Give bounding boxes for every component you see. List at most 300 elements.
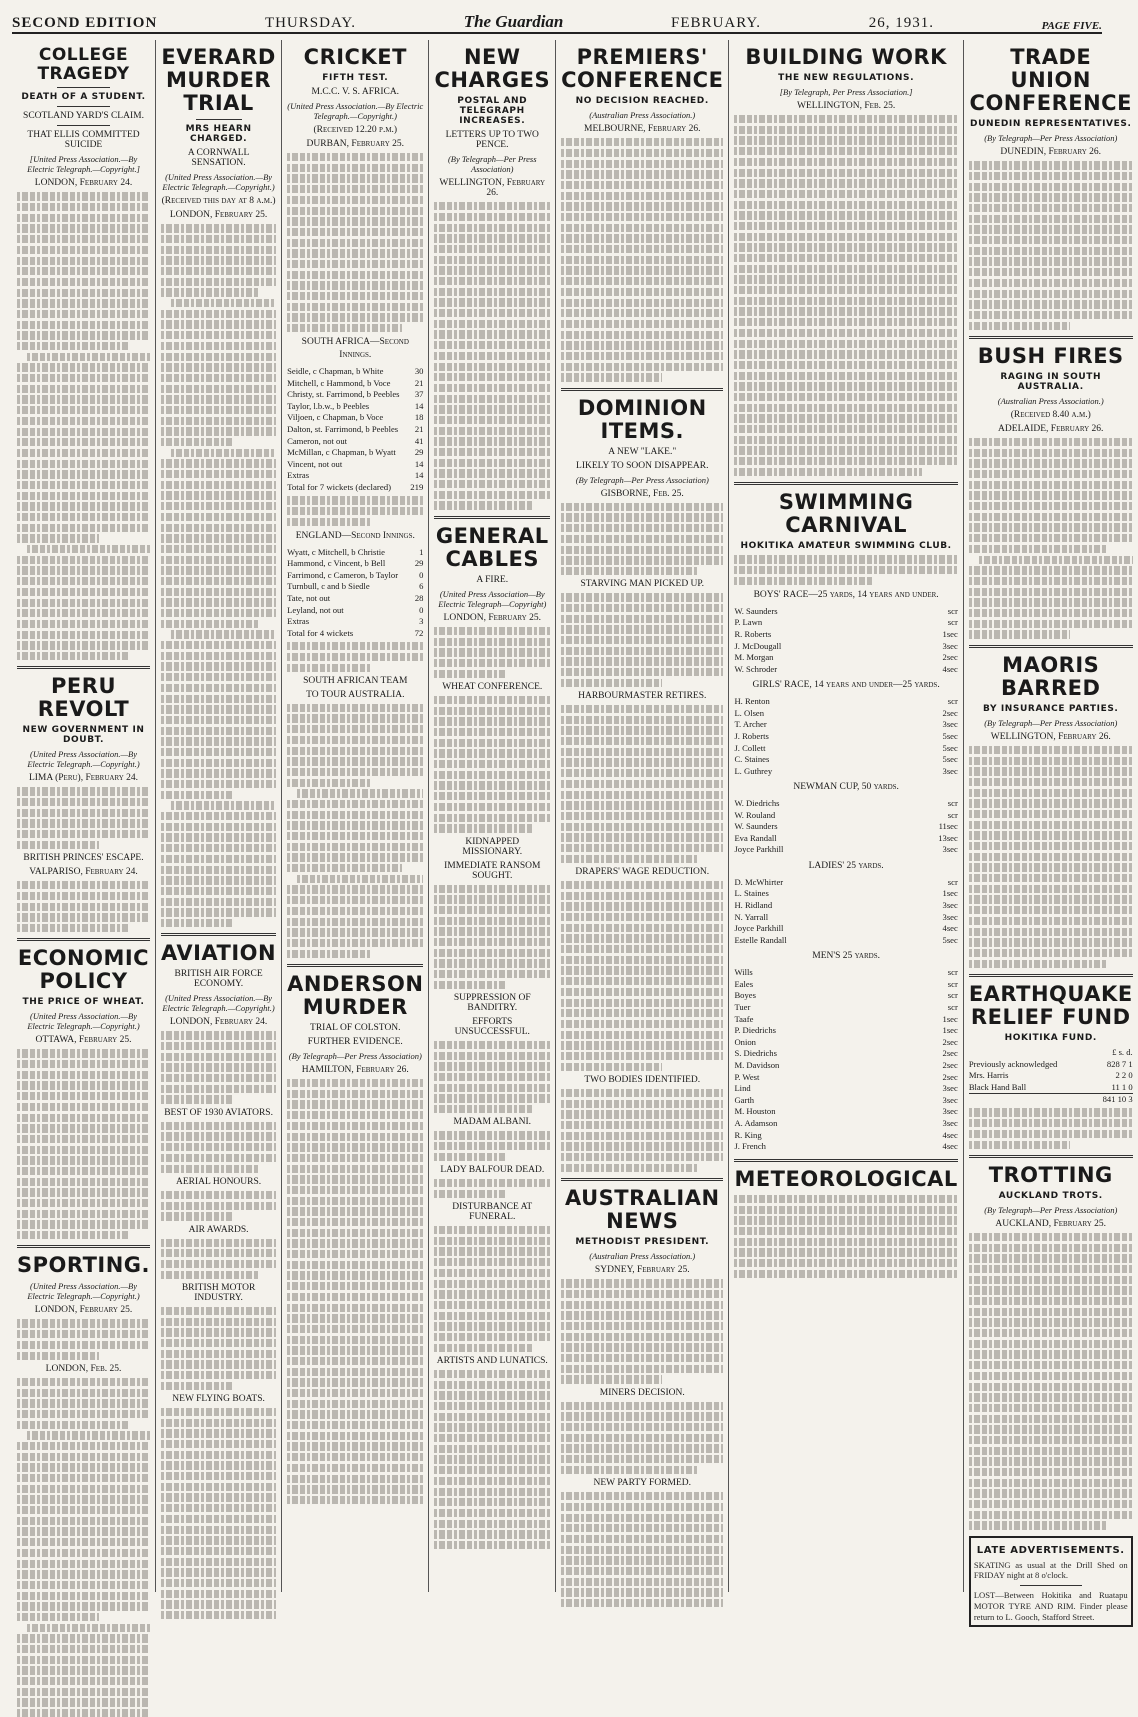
row-value: 3sec <box>942 719 958 730</box>
article-body <box>561 1279 723 1383</box>
headline: AVIATION <box>161 941 277 966</box>
subheadline: BY INSURANCE PARTIES. <box>983 703 1119 714</box>
row-label: Lind <box>734 1083 751 1094</box>
batsman-row <box>287 570 423 582</box>
row-value: 3sec <box>942 1117 958 1128</box>
kicker: NEW FLYING BOATS. <box>172 1393 265 1404</box>
batsman-row <box>287 366 423 378</box>
article-body <box>561 881 723 1071</box>
article-earthquake-relief-fund <box>969 983 1133 1149</box>
article-anderson-murder <box>287 973 423 1504</box>
article-body <box>734 1195 957 1278</box>
kicker: SCOTLAND YARD'S CLAIM. <box>23 111 144 122</box>
race-heading: NEWMAN CUP, 50 yards. <box>793 782 899 793</box>
article-new-charges <box>434 46 550 510</box>
article-aviation <box>161 942 276 1619</box>
swimmer-row <box>734 877 957 889</box>
article-body <box>434 885 550 989</box>
row-value: 29 <box>414 558 424 569</box>
headline: EARTHQUAKE RELIEF FUND <box>968 981 1133 1029</box>
credit-line: (United Press Association.—By Electric Telegraph.—Copyright.) <box>27 1281 140 1302</box>
row-value: scr <box>947 809 958 820</box>
subheadline: HOKITIKA AMATEUR SWIMMING CLUB. <box>740 541 952 552</box>
article-body <box>161 1031 276 1103</box>
batsman-row <box>287 547 423 559</box>
scorecard-south-africa <box>287 336 423 493</box>
swimmer-row <box>734 798 957 810</box>
swimmer-row <box>734 743 957 755</box>
advert: LOST—Between Hokitika and Ruatapu MOTOR TYRE AND RIM. Finder please return to L. Gooch, Stafford Street. <box>973 1590 1128 1622</box>
swimmer-row <box>734 696 957 708</box>
kicker: LIKELY TO SOON DISAPPEAR. <box>576 460 709 471</box>
subheadline: POSTAL AND TELEGRAPH INCREASES. <box>457 96 528 127</box>
row-label: Wills <box>734 967 753 978</box>
swimmer-row <box>734 967 957 979</box>
row-value: 4sec <box>942 1141 958 1152</box>
row-label: W. Saunders <box>734 821 778 832</box>
credit-line: (United Press Association—By Electric Telegraph—Copyright) <box>438 588 547 609</box>
subheadline: HOKITIKA FUND. <box>1004 1033 1097 1044</box>
swimmer-row <box>734 1118 957 1130</box>
row-label: Black Hand Ball <box>968 1081 1027 1092</box>
row-value: 13sec <box>938 832 958 843</box>
subheadline: METHODIST PRESIDENT. <box>575 1237 710 1248</box>
headline: BUILDING WORK <box>745 45 947 69</box>
kicker: BRITISH AIR FORCE ECONOMY. <box>174 969 263 990</box>
swimmer-row <box>734 844 957 856</box>
column-6 <box>729 40 963 1592</box>
article-body <box>17 1378 150 1717</box>
row-label: Extras <box>287 470 310 481</box>
row-value: 21 <box>414 377 424 388</box>
page-number: PAGE FIVE. <box>1041 20 1102 32</box>
column-1 <box>12 40 156 1592</box>
row-value: 828 7 1 <box>1106 1058 1133 1069</box>
subheadline: RAGING IN SOUTH AUSTRALIA. <box>1000 371 1102 392</box>
row-value: 3sec <box>942 765 958 776</box>
late-advertisements <box>969 1536 1133 1628</box>
swimmer-row <box>734 1048 957 1060</box>
headline: TROTTING <box>988 1162 1113 1187</box>
row-value: 4sec <box>942 923 958 934</box>
swimmer-row <box>734 1141 957 1153</box>
row-label: Farrimond, c Cameron, b Taylor <box>287 569 399 580</box>
article-body <box>161 1307 276 1390</box>
article-sporting <box>17 1254 150 1717</box>
row-value: 2sec <box>942 1060 958 1070</box>
received-time: (Received this day at 8 a.m.) <box>161 196 276 207</box>
row-label: Taafe <box>734 1013 754 1024</box>
swimmer-row <box>734 1060 957 1072</box>
dateline: VALPARISO, February 24. <box>29 867 138 878</box>
late-ads-heading: LATE ADVERTISEMENTS. <box>976 1544 1125 1556</box>
row-label: A. Adamson <box>734 1117 778 1128</box>
row-value: 2 2 0 <box>1115 1070 1133 1081</box>
newspaper-title: The Guardian <box>463 12 564 31</box>
dateline: OTTAWA, February 25. <box>35 1035 132 1046</box>
row-value: 2sec <box>942 1071 958 1082</box>
batsman-row <box>287 389 423 401</box>
row-value: 4sec <box>942 663 958 674</box>
row-value: 2sec <box>942 1048 958 1059</box>
article-body <box>434 1041 550 1113</box>
received-time: (Received 8.40 a.m.) <box>1010 409 1091 420</box>
batsman-row <box>287 378 423 390</box>
subheadline: FIFTH TEST. <box>322 73 389 84</box>
article-bush-fires <box>969 345 1133 639</box>
row-label: L. Olsen <box>734 707 765 718</box>
row-label: Dalton, st. Farrimond, b Peebles <box>287 423 399 434</box>
swimmer-row <box>734 979 957 991</box>
row-label: W. Diedrichs <box>734 798 780 809</box>
row-label: J. Collett <box>734 742 766 753</box>
swimmer-row <box>734 821 957 833</box>
article-body <box>434 1131 550 1161</box>
row-value: 41 <box>414 435 424 446</box>
row-label: Leyland, not out <box>287 604 344 615</box>
row-value: 1 <box>419 546 424 557</box>
article-body <box>434 627 550 678</box>
article-dominion-items <box>561 397 723 1172</box>
race-heading: MEN'S 25 yards. <box>812 951 880 962</box>
row-value: scr <box>947 617 958 628</box>
row-value: scr <box>947 798 958 809</box>
batsman-row <box>287 581 423 593</box>
column-7 <box>964 40 1138 1622</box>
kicker: A NEW "LAKE." <box>608 446 677 457</box>
row-label: Estelle Randall <box>734 934 787 945</box>
article-body <box>434 1179 550 1198</box>
row-value: 3sec <box>942 1094 958 1105</box>
row-label: Joyce Parkhill <box>734 844 784 855</box>
article-body <box>561 705 723 863</box>
batsman-row <box>287 412 423 424</box>
row-label: S. Diedrichs <box>734 1048 777 1059</box>
row-value: 1sec <box>942 888 958 899</box>
batsman-row <box>287 401 423 413</box>
masthead-month: FEBRUARY. <box>671 15 762 31</box>
article-body <box>287 704 423 958</box>
fund-row <box>969 1059 1133 1071</box>
row-label: Mitchell, c Hammond, b Voce <box>287 377 391 388</box>
article-body <box>161 1239 276 1279</box>
batsman-row <box>287 470 423 482</box>
row-label: Viljoen, c Chapman, b Voce <box>287 412 384 423</box>
kicker: WHEAT CONFERENCE. <box>442 681 543 692</box>
kicker: A FIRE. <box>476 574 509 585</box>
article-body <box>734 555 957 585</box>
kicker: DISTURBANCE AT FUNERAL. <box>452 1202 533 1223</box>
swimmer-row <box>734 833 957 845</box>
credit-line: (By Telegraph—Per Press Association) <box>447 154 537 175</box>
row-value: scr <box>947 876 958 887</box>
row-label: P. Diedrichs <box>734 1025 776 1036</box>
swimmer-row <box>734 810 957 822</box>
swimmer-row <box>734 708 957 720</box>
row-value: 21 <box>414 423 424 434</box>
article-college-tragedy <box>17 46 150 660</box>
row-label: W. Saunders <box>734 605 778 616</box>
row-label: Garth <box>734 1094 755 1105</box>
row-value: 3sec <box>942 911 958 922</box>
article-body <box>969 161 1133 330</box>
row-value: 11 1 0 <box>1111 1081 1133 1092</box>
headline: METEOROLOGICAL <box>734 1166 958 1191</box>
row-label: P. West <box>734 1071 760 1082</box>
row-value: scr <box>947 978 958 989</box>
row-label: R. Roberts <box>734 628 772 639</box>
row-value: 28 <box>414 593 424 604</box>
swimmer-row <box>734 606 957 618</box>
headline: SWIMMING CARNIVAL <box>778 490 914 538</box>
row-label: N. Yarrall <box>734 911 769 922</box>
row-value: 2sec <box>942 707 958 718</box>
credit-line: (Australian Press Association.) <box>589 1251 696 1262</box>
article-body <box>17 881 150 932</box>
row-value: scr <box>947 696 958 707</box>
kicker: EFFORTS UNSUCCESSFUL. <box>454 1017 530 1037</box>
row-label: Cameron, not out <box>287 435 348 446</box>
row-label: C. Staines <box>734 754 770 765</box>
row-value: 0 <box>419 604 424 615</box>
credit-line: (By Telegraph—Per Press Association) <box>288 1051 422 1062</box>
subheadline: MRS HEARN CHARGED. <box>185 124 252 145</box>
kicker: AIR AWARDS. <box>188 1224 249 1235</box>
row-label: Previously acknowledged <box>968 1058 1058 1069</box>
kicker: LADY BALFOUR DEAD. <box>440 1165 545 1176</box>
innings-heading: ENGLAND—Second Innings. <box>295 530 415 541</box>
credit-line: (Australian Press Association.) <box>589 110 696 121</box>
race-heading: LADIES' 25 yards. <box>808 861 884 872</box>
dateline: MELBOURNE, February 26. <box>584 124 701 135</box>
row-value: 14 <box>414 400 424 411</box>
row-label: Tate, not out <box>287 593 331 604</box>
race-heading: GIRLS' RACE, 14 years and under—25 yards. <box>752 680 940 691</box>
swimmer-row <box>734 1072 957 1084</box>
subheadline: NO DECISION REACHED. <box>575 96 709 107</box>
article-swimming-carnival <box>734 491 957 1153</box>
batsman-row <box>287 459 423 471</box>
row-label: Eva Randall <box>734 832 777 843</box>
kicker: ARTISTS AND LUNATICS. <box>436 1355 548 1366</box>
innings-heading: SOUTH AFRICA—Second Innings. <box>301 337 409 361</box>
swimmer-row <box>734 935 957 947</box>
kicker: MINERS DECISION. <box>599 1387 685 1398</box>
kicker: BRITISH MOTOR INDUSTRY. <box>181 1282 256 1303</box>
row-value: 5sec <box>942 730 958 741</box>
article-body <box>434 696 550 833</box>
received-time: (Received 12.20 p.m.) <box>313 125 398 136</box>
row-label: L. Guthrey <box>734 765 773 776</box>
row-value: scr <box>947 1002 958 1013</box>
article-body <box>561 503 723 575</box>
credit-line: (United Press Association.—By Electric Telegraph.—Copyright.) <box>27 749 140 770</box>
subheadline: DUNEDIN REPRESENTATIVES. <box>970 119 1132 130</box>
article-body <box>287 496 423 526</box>
headline: EVERARD MURDER TRIAL <box>161 45 276 116</box>
row-value: 4sec <box>942 1129 958 1140</box>
article-body <box>561 593 723 687</box>
kicker: LETTERS UP TO TWO PENCE. <box>445 130 539 151</box>
currency-header: £ s. d. <box>1112 1047 1133 1058</box>
columns <box>12 40 1133 1622</box>
row-label: Eales <box>734 978 754 989</box>
dateline: DURBAN, February 25. <box>306 139 405 150</box>
subheadline: THE NEW REGULATIONS. <box>778 73 915 84</box>
article-body <box>561 1492 723 1607</box>
dateline: WELLINGTON, Feb. 25. <box>797 101 896 112</box>
row-label: Turnbull, c and b Siedle <box>287 581 370 592</box>
row-label: W. Schroder <box>734 663 778 674</box>
row-label: Taylor, l.b.w., b Peebles <box>287 400 370 411</box>
fund-row <box>969 1070 1133 1082</box>
article-australian-news <box>561 1187 723 1607</box>
swimmer-row <box>734 1002 957 1014</box>
dateline: LONDON, February 24. <box>34 178 133 189</box>
dateline: LONDON, February 25. <box>34 1305 133 1316</box>
row-label: Onion <box>734 1036 756 1047</box>
article-body <box>287 642 423 672</box>
article-body <box>969 746 1133 968</box>
article-peru-revolt <box>17 675 150 932</box>
row-label: J. French <box>734 1141 766 1152</box>
dateline: LONDON, February 24. <box>169 1017 268 1028</box>
headline: MAORIS BARRED <box>1001 652 1101 700</box>
row-label: W. Rouland <box>734 809 776 820</box>
row-value: 5sec <box>942 934 958 945</box>
credit-line: [United Press Association.—By Electric Telegraph.—Copyright.] <box>27 154 140 175</box>
swimmer-row <box>734 1014 957 1026</box>
advert: SKATING as usual at the Drill Shed on FRIDAY night at 8 o'clock. <box>973 1559 1128 1581</box>
row-value: 3 <box>419 616 424 627</box>
row-label: D. McWhirter <box>734 876 784 887</box>
headline: BUSH FIRES <box>977 343 1124 368</box>
fund-row <box>969 1082 1133 1094</box>
row-label: T. Archer <box>734 719 767 730</box>
article-body <box>434 202 550 510</box>
headline: PERU REVOLT <box>37 674 130 722</box>
swimmer-row <box>734 888 957 900</box>
batsman-row <box>287 447 423 459</box>
batsman-row <box>287 424 423 436</box>
swimmer-row <box>734 629 957 641</box>
dateline: ADELAIDE, February 26. <box>998 423 1104 434</box>
dateline: DUNEDIN, February 26. <box>1000 147 1102 158</box>
article-trade-union-conference <box>969 46 1133 330</box>
swimmer-row <box>734 641 957 653</box>
dateline: LONDON, February 25. <box>443 612 541 623</box>
article-premiers-conference <box>561 46 723 382</box>
swimmer-row <box>734 617 957 629</box>
swimmer-row <box>734 1106 957 1118</box>
column-4 <box>429 40 556 1592</box>
kicker: BEST OF 1930 AVIATORS. <box>164 1107 273 1118</box>
swimmer-row <box>734 990 957 1002</box>
article-body <box>17 192 150 660</box>
batsman-row <box>287 593 423 605</box>
edition-label: SECOND EDITION <box>12 15 158 31</box>
article-body <box>734 115 957 476</box>
dateline: WELLINGTON, February 26. <box>439 178 546 199</box>
row-value: 3sec <box>942 1106 958 1117</box>
kicker: MADAM ALBANI. <box>453 1117 532 1128</box>
credit-line: (By Telegraph—Per Press Association) <box>575 474 709 485</box>
row-value: 2sec <box>942 1036 958 1047</box>
row-label: McMillan, c Chapman, b Wyatt <box>287 447 396 458</box>
row-value: 18 <box>414 412 424 423</box>
scorecard-england <box>287 530 423 640</box>
credit-line: [By Telegraph, Per Press Association.] <box>779 87 913 98</box>
batsman-row <box>287 558 423 570</box>
article-body <box>561 138 723 381</box>
kicker: A CORNWALL SENSATION. <box>187 148 250 169</box>
row-value: 6 <box>419 581 424 592</box>
swimmer-row <box>734 900 957 912</box>
row-label: M. Morgan <box>734 652 774 663</box>
swimmer-row <box>734 652 957 664</box>
headline: AUSTRALIAN NEWS <box>564 1186 720 1234</box>
row-value: 0 <box>419 569 424 580</box>
article-body <box>287 153 423 332</box>
row-value: 3sec <box>942 1083 958 1094</box>
headline: PREMIERS' CONFERENCE <box>561 45 724 93</box>
row-label: Boyes <box>734 990 756 1001</box>
kicker: NEW PARTY FORMED. <box>593 1478 692 1489</box>
credit-line: (United Press Association.—By Electric Telegraph.—Copyright.) <box>162 993 275 1014</box>
credit-line: (United Press Association.—By Electric Telegraph.—Copyright.) <box>27 1011 140 1032</box>
article-building-work <box>734 46 957 476</box>
article-body <box>969 438 1133 639</box>
dateline: SYDNEY, February 25. <box>594 1265 690 1276</box>
article-body <box>561 1402 723 1474</box>
kicker: SUPPRESSION OF BANDITRY. <box>453 993 531 1013</box>
headline: ECONOMIC POLICY <box>17 946 150 994</box>
row-label: Vincent, not out <box>287 458 343 469</box>
headline: CRICKET <box>303 45 407 69</box>
headline: ANDERSON MURDER <box>287 971 424 1019</box>
kicker: BRITISH PRINCES' ESCAPE. <box>23 853 144 864</box>
dateline: HAMILTON, February 26. <box>301 1065 409 1076</box>
row-label: Hammond, c Vincent, b Bell <box>287 558 386 569</box>
row-label: M. Davidson <box>734 1060 780 1070</box>
credit-line: (By Telegraph—Per Press Association) <box>984 717 1118 728</box>
article-body <box>17 1319 150 1359</box>
article-body <box>17 787 150 849</box>
article-meteorological <box>734 1168 957 1278</box>
row-value: 3sec <box>942 844 958 855</box>
race-heading: BOYS' RACE—25 yards, 14 years and under. <box>753 589 939 600</box>
credit-line: (Australian Press Association.) <box>997 395 1104 406</box>
row-label: R. King <box>734 1129 762 1140</box>
swimmer-row <box>734 664 957 676</box>
row-label: H. Ridland <box>734 900 773 911</box>
row-value: 1sec <box>942 628 958 639</box>
row-label: Christy, st. Farrimond, b Peebles <box>287 389 400 400</box>
row-label: J. Roberts <box>734 730 769 741</box>
swimmer-row <box>734 1083 957 1095</box>
headline: SPORTING. <box>17 1253 151 1278</box>
headline: TRADE UNION CONFERENCE <box>969 45 1132 116</box>
article-body <box>287 1079 423 1504</box>
row-value: 11sec <box>938 821 958 832</box>
masthead <box>12 6 1102 34</box>
swimmer-row <box>734 1037 957 1049</box>
headline: COLLEGE TRAGEDY <box>37 45 130 84</box>
headline: DOMINION ITEMS. <box>577 395 707 443</box>
subheadline: DEATH OF A STUDENT. <box>21 92 146 103</box>
article-maoris-barred <box>969 654 1133 968</box>
swimmer-row <box>734 923 957 935</box>
